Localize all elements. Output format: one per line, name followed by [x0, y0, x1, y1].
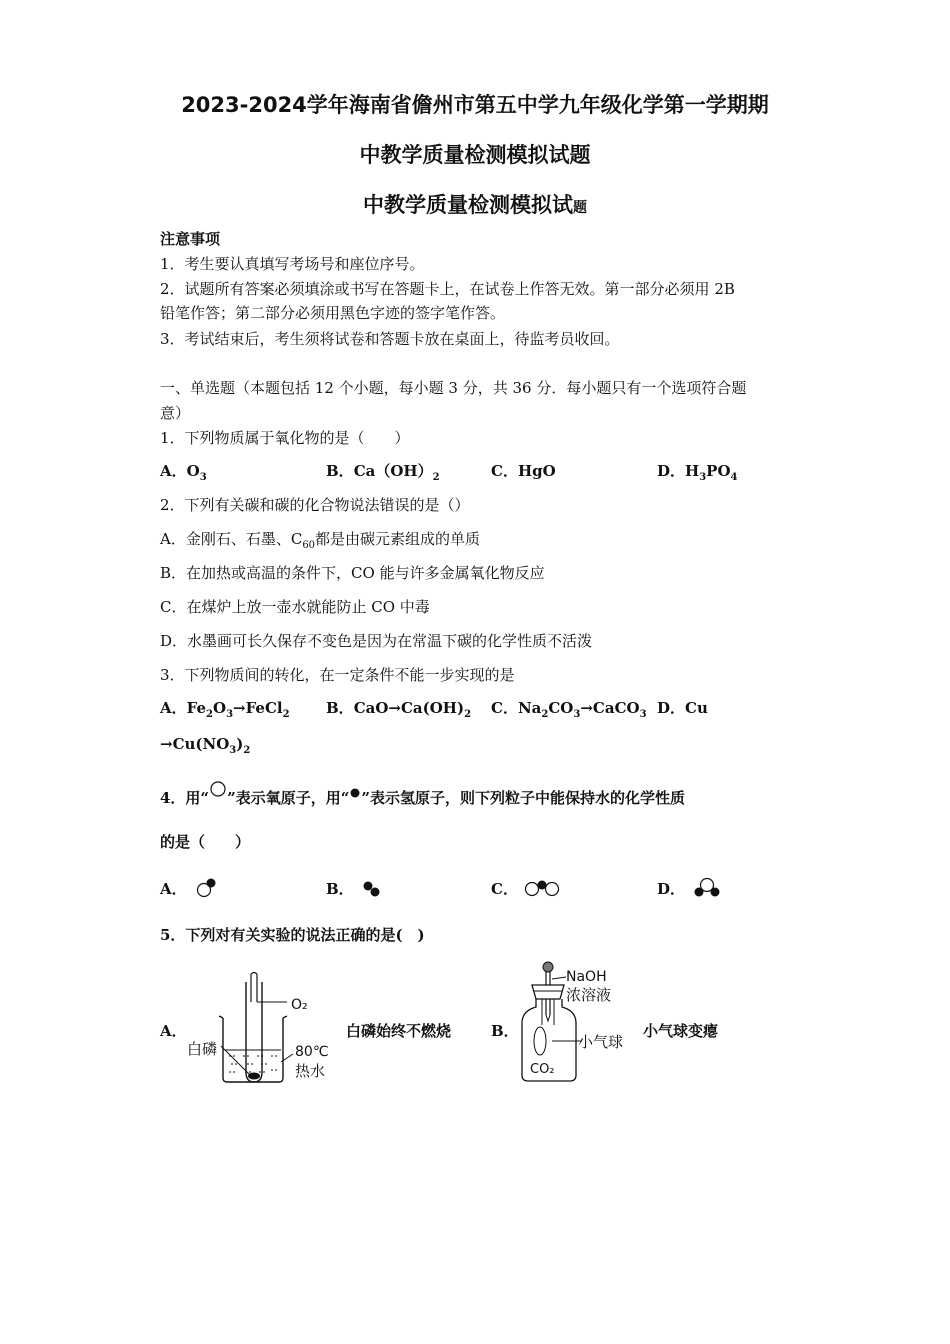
notice-item-3: 3．考试结束后，考生须将试卷和答题卡放在桌面上，待监考员收回。: [160, 330, 620, 348]
notice-heading: 注意事项: [160, 230, 221, 248]
q3-option-b[interactable]: B．$CaO\to Ca(OH)_2$: [326, 699, 472, 720]
q5-b-statement: 小气球变瘪: [643, 1022, 719, 1040]
q2-option-a[interactable]: A．金刚石、石墨、$C_{60}$都是由碳元素组成的单质: [160, 530, 481, 551]
question-4-stem: 4．用“ ”表示氧原子，用“ ”表示氢原子，则下列粒子中能保持水的化学性质: [160, 781, 685, 808]
question-1-stem: 1．下列物质属于氧化物的是（ ）: [160, 429, 410, 447]
title-line3-main: 中教学质量检测模拟试: [363, 193, 573, 217]
q3-option-c[interactable]: C．$Na_2CO_3\to CaCO_3$: [491, 699, 647, 720]
question-4-stem-cont: 的是（ ）: [160, 833, 251, 851]
molecule-c-icon: [523, 877, 563, 899]
fig-b-naoh-label: NaOH: [566, 969, 607, 985]
question-3-stem: 3．下列物质间的转化，在一定条件不能一步实现的是: [160, 666, 515, 684]
q1-option-a[interactable]: A．$O_3$: [160, 462, 207, 483]
fig-b-conc-label: 浓溶液: [566, 986, 612, 1004]
q3-option-d[interactable]: D．Cu: [657, 699, 708, 717]
section-heading-cont: 意）: [160, 404, 191, 422]
notice-item-2a: 2．试题所有答案必须填涂或书写在答题卡上，在试卷上作答无效。第一部分必须用 2B: [160, 280, 735, 298]
q1-option-b[interactable]: B．$Ca(OH)_2$: [326, 462, 440, 483]
q2-option-b[interactable]: B．在加热或高温的条件下，CO 能与许多金属氧化物反应: [160, 564, 545, 582]
molecule-b-icon: [359, 877, 387, 899]
notice-item-1: 1．考生要认真填写考场号和座位序号。: [160, 255, 425, 273]
hydrogen-atom-icon: [349, 787, 361, 799]
q5-figure-a: [185, 972, 345, 1088]
q2-option-d[interactable]: D．水墨画可长久保存不变色是因为在常温下碳的化学性质不活泼: [160, 632, 593, 650]
molecule-d-icon: [690, 877, 724, 899]
section-heading: 一、单选题（本题包括 12 个小题，每小题 3 分，共 36 分．每小题只有一个选项符合题: [160, 379, 747, 397]
oxygen-atom-icon: [209, 781, 227, 797]
molecule-a-icon: [192, 877, 220, 899]
q5-option-a[interactable]: A．: [160, 1022, 187, 1040]
q5-option-b[interactable]: B．: [491, 1022, 519, 1040]
page-title: 2023-2024学年海南省儋州市第五中学九年级化学第一学期期: [181, 93, 769, 117]
page-title-line3: [0, 189, 950, 219]
question-2-stem: 2．下列有关碳和碳的化合物说法错误的是（）: [160, 496, 470, 514]
q4-option-a[interactable]: A．: [160, 877, 220, 899]
q4-option-c[interactable]: C．: [491, 877, 563, 899]
fig-a-temp-label: 80℃: [295, 1044, 329, 1060]
question-5-stem: 5．下列对有关实验的说法正确的是( ): [160, 926, 425, 944]
fig-a-water-label: 热水: [295, 1062, 326, 1080]
q1-option-c[interactable]: C．HgO: [491, 462, 556, 480]
q3-option-a[interactable]: A．$Fe_2O_3\to FeCl_2$: [160, 699, 290, 720]
page-title-line2: 中教学质量检测模拟试题: [359, 143, 591, 167]
q4-option-b[interactable]: B．: [326, 877, 387, 899]
q2-option-c[interactable]: C．在煤炉上放一壶水就能防止 CO 中毒: [160, 598, 430, 616]
fig-b-balloon-label: 小气球: [578, 1033, 624, 1051]
fig-b-co2-label: CO₂: [530, 1062, 555, 1077]
notice-item-2b: 铅笔作答；第二部分必须用黑色字迹的签字笔作答。: [160, 304, 506, 322]
q1-option-d[interactable]: D．$H_3PO_4$: [657, 462, 738, 483]
q5-figure-b: [512, 955, 642, 1085]
q4-option-d[interactable]: D．: [657, 877, 724, 899]
q5-a-statement: 白磷始终不燃烧: [346, 1022, 452, 1040]
fig-a-o2-label: O₂: [291, 997, 308, 1013]
fig-a-white-p-label: 白磷: [187, 1040, 218, 1058]
q3-option-d-cont[interactable]: $\to Cu(NO_3)_2$: [160, 735, 251, 756]
title-line3-tail: 题: [573, 200, 587, 216]
